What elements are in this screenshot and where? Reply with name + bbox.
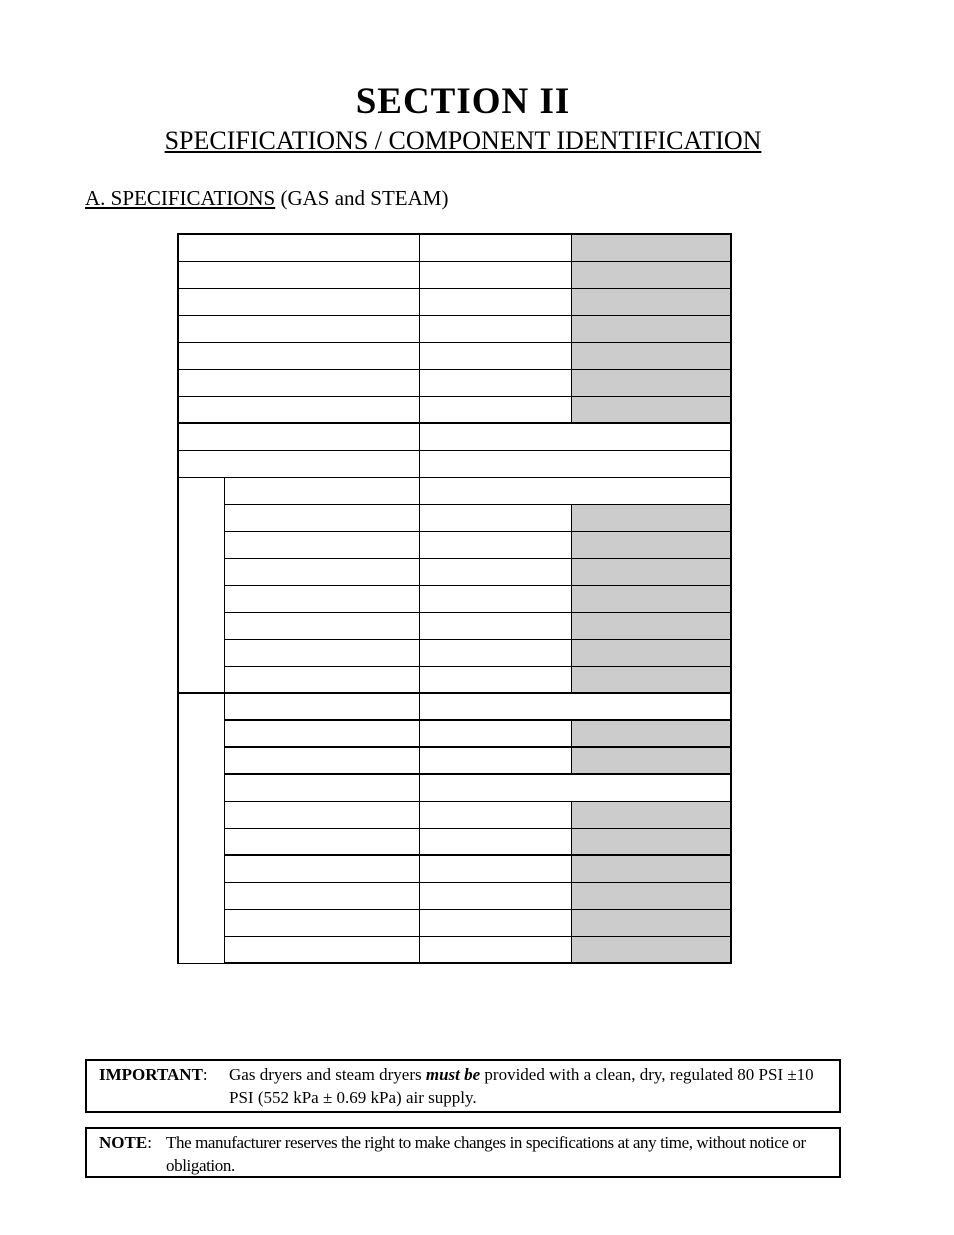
table-row	[178, 504, 731, 531]
table-row	[178, 828, 731, 855]
table-row	[178, 288, 731, 315]
table-cell-shaded	[571, 828, 731, 855]
table-cell	[419, 558, 571, 585]
table-cell-shaded	[571, 666, 731, 693]
table-cell	[419, 315, 571, 342]
table-cell	[419, 342, 571, 369]
table-cell	[419, 909, 571, 936]
table-row	[178, 909, 731, 936]
note-notice	[85, 1127, 841, 1178]
table-cell	[224, 558, 419, 585]
table-cell-shaded	[571, 369, 731, 396]
table-cell	[224, 747, 419, 774]
important-text	[229, 1063, 829, 1109]
note-text: The manufacturer reserves the right to make changes in specifications at any time, without notice or obligation.	[166, 1133, 806, 1175]
table-cell	[224, 477, 419, 504]
table-cell-shaded	[571, 234, 731, 261]
table-cell-shaded	[571, 882, 731, 909]
table-cell	[178, 288, 419, 315]
table-cell-merged	[419, 423, 731, 450]
table-cell	[419, 828, 571, 855]
table-row	[178, 720, 731, 747]
table-cell-shaded	[571, 504, 731, 531]
table-row	[178, 558, 731, 585]
table-row	[178, 261, 731, 288]
table-row	[178, 855, 731, 882]
table-cell	[224, 504, 419, 531]
table-row	[178, 369, 731, 396]
table-cell-shaded	[571, 558, 731, 585]
important-label-text: IMPORTANT	[99, 1065, 203, 1084]
important-label-separator: :	[202, 1065, 208, 1084]
table-cell-merged	[419, 774, 731, 801]
important-label	[99, 1063, 208, 1086]
table-cell-merged	[419, 477, 731, 504]
table-cell-shaded	[571, 585, 731, 612]
note-label	[99, 1131, 152, 1154]
table-cell	[224, 666, 419, 693]
table-cell-shaded	[571, 747, 731, 774]
table-cell	[224, 882, 419, 909]
table-row	[178, 666, 731, 693]
table-cell	[224, 855, 419, 882]
table-cell-shaded	[571, 639, 731, 666]
table-cell	[178, 423, 419, 450]
important-text-emphasis: must be	[425, 1065, 481, 1084]
table-cell	[419, 531, 571, 558]
table-cell	[419, 720, 571, 747]
table-cell	[178, 261, 419, 288]
table-cell	[178, 450, 419, 477]
specifications-heading-label: A. SPECIFICATIONS	[85, 186, 276, 210]
table-row	[178, 450, 731, 477]
table-cell-shaded	[571, 342, 731, 369]
table-cell-merged	[419, 450, 731, 477]
important-text-start: Gas dryers and steam dryers	[229, 1065, 426, 1084]
table-cell	[178, 369, 419, 396]
table-cell	[224, 774, 419, 801]
table-cell	[178, 234, 419, 261]
table-cell	[419, 801, 571, 828]
table-cell	[419, 666, 571, 693]
important-text-end: provided with a clean, dry, regulated 80 PSI ±10 PSI (552 kPa ± 0.69 kPa) air supply.	[229, 1065, 814, 1107]
section-title: SECTION II	[355, 81, 571, 122]
note-label-separator: :	[147, 1133, 152, 1152]
table-cell	[224, 909, 419, 936]
table-cell	[224, 612, 419, 639]
table-row	[178, 639, 731, 666]
table-cell	[419, 882, 571, 909]
table-group-cell	[178, 477, 224, 693]
table-row	[178, 423, 731, 450]
table-cell	[224, 936, 419, 963]
table-cell	[224, 585, 419, 612]
specifications-heading-qualifier: (GAS and STEAM)	[275, 186, 449, 210]
table-cell	[224, 720, 419, 747]
table-row	[178, 612, 731, 639]
table-cell-shaded	[571, 612, 731, 639]
table-cell	[419, 747, 571, 774]
table-row	[178, 693, 731, 720]
table-cell	[419, 288, 571, 315]
table-cell-shaded	[571, 261, 731, 288]
section-subtitle: SPECIFICATIONS / COMPONENT IDENTIFICATION	[164, 126, 762, 155]
table-cell-shaded	[571, 936, 731, 963]
table-cell-shaded	[571, 315, 731, 342]
table-row	[178, 342, 731, 369]
important-notice	[85, 1059, 841, 1113]
table-row	[178, 585, 731, 612]
table-cell	[224, 828, 419, 855]
table-cell-merged	[419, 693, 731, 720]
table-row	[178, 936, 731, 963]
table-cell	[178, 315, 419, 342]
table-row	[178, 774, 731, 801]
table-cell	[419, 261, 571, 288]
table-cell-shaded	[571, 288, 731, 315]
table-cell	[419, 369, 571, 396]
table-row	[178, 747, 731, 774]
table-cell	[224, 531, 419, 558]
table-cell	[419, 585, 571, 612]
table-group-cell	[178, 693, 224, 963]
table-cell-shaded	[571, 720, 731, 747]
table-row	[178, 882, 731, 909]
table-cell	[419, 234, 571, 261]
table-cell	[224, 693, 419, 720]
table-cell	[419, 396, 571, 423]
table-cell-shaded	[571, 396, 731, 423]
table-cell-shaded	[571, 531, 731, 558]
table-cell	[419, 936, 571, 963]
specifications-heading	[85, 186, 448, 211]
table-row	[178, 477, 731, 504]
table-cell	[419, 504, 571, 531]
table-cell	[178, 396, 419, 423]
specifications-table	[177, 233, 732, 964]
table-row	[178, 396, 731, 423]
table-cell	[419, 612, 571, 639]
table-row	[178, 315, 731, 342]
table-cell	[419, 639, 571, 666]
note-label-text: NOTE	[99, 1133, 148, 1152]
table-cell	[224, 801, 419, 828]
table-cell-shaded	[571, 855, 731, 882]
table-row	[178, 801, 731, 828]
table-cell	[224, 639, 419, 666]
table-cell-shaded	[571, 801, 731, 828]
table-cell-shaded	[571, 909, 731, 936]
table-cell	[419, 855, 571, 882]
table-cell	[178, 342, 419, 369]
table-row	[178, 234, 731, 261]
table-row	[178, 531, 731, 558]
